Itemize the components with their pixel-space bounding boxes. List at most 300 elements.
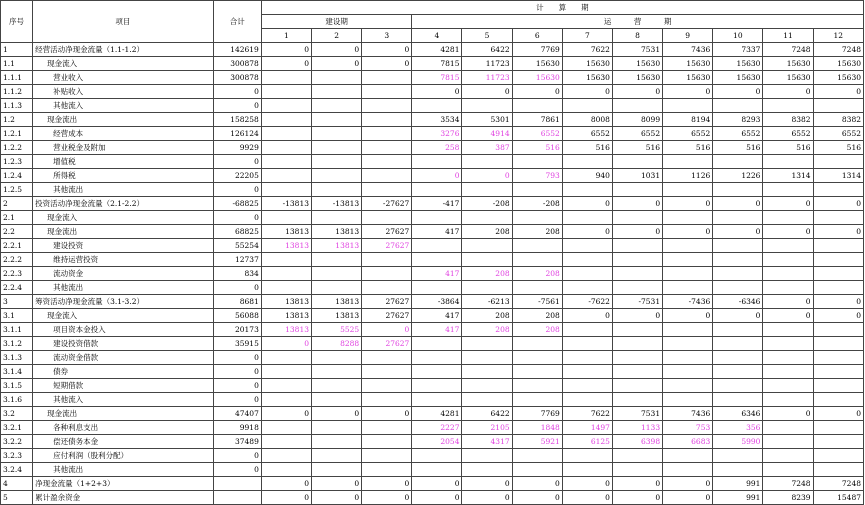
value-cell: 0	[663, 477, 713, 491]
table-row	[1, 113, 864, 127]
value-cell	[512, 393, 562, 407]
value-cell: 0	[813, 225, 863, 239]
value-cell	[261, 99, 311, 113]
value-cell: 15630	[562, 71, 612, 85]
row-total: 126124	[213, 127, 261, 141]
row-item: 维持运营投资	[33, 253, 214, 267]
value-cell: 7248	[813, 43, 863, 57]
value-cell: 0	[362, 407, 412, 421]
value-cell	[562, 239, 612, 253]
value-cell: 5921	[512, 435, 562, 449]
value-cell: 15487	[813, 491, 863, 505]
value-cell	[713, 99, 763, 113]
value-cell: 0	[813, 85, 863, 99]
value-cell	[713, 155, 763, 169]
value-cell	[261, 449, 311, 463]
value-cell: -208	[462, 197, 512, 211]
row-item: 其他流出	[33, 183, 214, 197]
row-code: 2.2.3	[1, 267, 33, 281]
value-cell: -7622	[562, 295, 612, 309]
row-item: 所得税	[33, 169, 214, 183]
row-code: 3.1.6	[1, 393, 33, 407]
value-cell: 0	[412, 169, 462, 183]
value-cell	[663, 379, 713, 393]
value-cell: 0	[462, 491, 512, 505]
value-cell	[612, 267, 662, 281]
value-cell: 516	[813, 141, 863, 155]
row-total: 68825	[213, 225, 261, 239]
value-cell	[612, 155, 662, 169]
value-cell	[462, 253, 512, 267]
value-cell: 516	[512, 141, 562, 155]
value-cell: -13813	[261, 197, 311, 211]
value-cell: 3276	[412, 127, 462, 141]
value-cell	[612, 253, 662, 267]
row-total: 0	[213, 85, 261, 99]
value-cell	[813, 435, 863, 449]
value-cell: 5301	[462, 113, 512, 127]
row-code: 2	[1, 197, 33, 211]
row-item: 其他流出	[33, 463, 214, 477]
value-cell	[512, 449, 562, 463]
value-cell	[462, 281, 512, 295]
value-cell	[261, 253, 311, 267]
value-cell: 0	[462, 85, 512, 99]
value-cell	[813, 239, 863, 253]
value-cell	[261, 211, 311, 225]
value-cell	[312, 253, 362, 267]
value-cell	[312, 267, 362, 281]
value-cell	[312, 351, 362, 365]
value-cell	[562, 449, 612, 463]
value-cell	[261, 281, 311, 295]
row-item: 现金流出	[33, 113, 214, 127]
value-cell: 417	[412, 323, 462, 337]
value-cell: 8293	[713, 113, 763, 127]
value-cell: 0	[362, 43, 412, 57]
value-cell	[663, 323, 713, 337]
row-item: 现金流入	[33, 57, 214, 71]
value-cell	[763, 351, 813, 365]
value-cell: -6213	[462, 295, 512, 309]
value-cell: 15630	[663, 71, 713, 85]
value-cell	[462, 99, 512, 113]
value-cell: 991	[713, 491, 763, 505]
row-total: 47407	[213, 407, 261, 421]
value-cell	[312, 141, 362, 155]
value-cell	[512, 351, 562, 365]
value-cell: 0	[312, 407, 362, 421]
table-row	[1, 323, 864, 337]
value-cell: 208	[512, 225, 562, 239]
value-cell: 8194	[663, 113, 713, 127]
table-row	[1, 253, 864, 267]
value-cell: 0	[663, 85, 713, 99]
value-cell: 13813	[312, 225, 362, 239]
row-item: 偿还债务本金	[33, 435, 214, 449]
value-cell	[412, 183, 462, 197]
value-cell: 8382	[763, 113, 813, 127]
row-total	[213, 491, 261, 505]
table-row	[1, 267, 864, 281]
value-cell	[713, 211, 763, 225]
value-cell: 0	[813, 309, 863, 323]
value-cell	[362, 281, 412, 295]
value-cell	[763, 323, 813, 337]
row-item: 现金流出	[33, 407, 214, 421]
value-cell	[663, 99, 713, 113]
value-cell	[562, 323, 612, 337]
table-row	[1, 309, 864, 323]
value-cell	[261, 379, 311, 393]
value-cell	[512, 253, 562, 267]
table-row	[1, 211, 864, 225]
value-cell	[362, 211, 412, 225]
value-cell	[713, 281, 763, 295]
value-cell	[713, 351, 763, 365]
row-total: 0	[213, 155, 261, 169]
value-cell	[412, 463, 462, 477]
header-seq: 序号	[1, 1, 33, 43]
table-row	[1, 393, 864, 407]
value-cell	[663, 267, 713, 281]
value-cell	[312, 113, 362, 127]
value-cell: 0	[763, 85, 813, 99]
row-code: 1.2.2	[1, 141, 33, 155]
value-cell: 0	[362, 491, 412, 505]
value-cell: 6552	[562, 127, 612, 141]
value-cell: 1226	[713, 169, 763, 183]
row-code: 1.2.3	[1, 155, 33, 169]
value-cell: 15630	[612, 71, 662, 85]
value-cell	[412, 379, 462, 393]
row-total: 158258	[213, 113, 261, 127]
value-cell	[412, 239, 462, 253]
value-cell: 0	[261, 57, 311, 71]
value-cell	[312, 85, 362, 99]
value-cell	[512, 155, 562, 169]
value-cell: 516	[713, 141, 763, 155]
value-cell: 15630	[713, 71, 763, 85]
value-cell: 258	[412, 141, 462, 155]
row-item: 营业税金及附加	[33, 141, 214, 155]
value-cell	[512, 337, 562, 351]
value-cell: 27627	[362, 309, 412, 323]
row-code: 2.2	[1, 225, 33, 239]
value-cell	[261, 113, 311, 127]
value-cell: 516	[562, 141, 612, 155]
value-cell: 15630	[713, 57, 763, 71]
value-cell	[412, 155, 462, 169]
value-cell	[362, 127, 412, 141]
value-cell	[261, 85, 311, 99]
value-cell: 516	[612, 141, 662, 155]
value-cell: 11723	[462, 57, 512, 71]
table-row	[1, 169, 864, 183]
value-cell: 0	[813, 407, 863, 421]
value-cell: 4317	[462, 435, 512, 449]
value-cell: 7622	[562, 407, 612, 421]
row-total: 0	[213, 183, 261, 197]
value-cell	[763, 155, 813, 169]
table-row	[1, 43, 864, 57]
table-row	[1, 421, 864, 435]
table-row	[1, 491, 864, 505]
table-row	[1, 155, 864, 169]
value-cell	[562, 211, 612, 225]
value-cell: 356	[713, 421, 763, 435]
row-item: 各种利息支出	[33, 421, 214, 435]
value-cell: 0	[412, 491, 462, 505]
value-cell: 15630	[763, 71, 813, 85]
value-cell: 13813	[261, 239, 311, 253]
value-cell	[362, 351, 412, 365]
header-total: 合计	[213, 1, 261, 43]
table-header	[1, 1, 864, 43]
value-cell: 7861	[512, 113, 562, 127]
value-cell: 6552	[512, 127, 562, 141]
value-cell	[512, 99, 562, 113]
value-cell	[462, 183, 512, 197]
value-cell	[713, 337, 763, 351]
table-row	[1, 239, 864, 253]
value-cell	[663, 155, 713, 169]
table-row	[1, 435, 864, 449]
value-cell: 0	[312, 491, 362, 505]
value-cell	[362, 435, 412, 449]
value-cell	[663, 281, 713, 295]
value-cell: 0	[763, 407, 813, 421]
header-construction: 建设期	[261, 15, 411, 29]
value-cell: -3864	[412, 295, 462, 309]
value-cell: 516	[763, 141, 813, 155]
value-cell	[813, 253, 863, 267]
value-cell	[312, 127, 362, 141]
row-code: 2.2.1	[1, 239, 33, 253]
value-cell	[362, 99, 412, 113]
row-total: 0	[213, 281, 261, 295]
value-cell	[312, 463, 362, 477]
value-cell: 0	[312, 477, 362, 491]
value-cell	[612, 337, 662, 351]
value-cell: 0	[763, 197, 813, 211]
value-cell	[412, 365, 462, 379]
value-cell	[713, 393, 763, 407]
table-row	[1, 141, 864, 155]
value-cell: 2054	[412, 435, 462, 449]
value-cell: 0	[562, 85, 612, 99]
value-cell	[512, 183, 562, 197]
value-cell: 8008	[562, 113, 612, 127]
value-cell	[562, 365, 612, 379]
value-cell	[813, 99, 863, 113]
table-row	[1, 379, 864, 393]
value-cell	[362, 421, 412, 435]
row-item: 流动资金	[33, 267, 214, 281]
value-cell	[312, 393, 362, 407]
value-cell: 0	[312, 43, 362, 57]
value-cell	[312, 169, 362, 183]
value-cell	[312, 379, 362, 393]
value-cell: 1497	[562, 421, 612, 435]
value-cell	[612, 393, 662, 407]
table-row	[1, 281, 864, 295]
row-total: 20173	[213, 323, 261, 337]
value-cell: 6552	[763, 127, 813, 141]
value-cell: -208	[512, 197, 562, 211]
value-cell	[612, 351, 662, 365]
value-cell	[612, 239, 662, 253]
row-item: 净现金流量（1+2+3）	[33, 477, 214, 491]
value-cell: 0	[813, 197, 863, 211]
value-cell: 15630	[663, 57, 713, 71]
value-cell	[312, 183, 362, 197]
value-cell: 0	[562, 225, 612, 239]
value-cell	[713, 379, 763, 393]
year-header-6: 6	[512, 29, 562, 43]
row-code: 1.1.1	[1, 71, 33, 85]
value-cell	[562, 351, 612, 365]
value-cell	[813, 463, 863, 477]
value-cell	[462, 155, 512, 169]
value-cell: 7248	[813, 477, 863, 491]
value-cell: 5990	[713, 435, 763, 449]
table-row	[1, 463, 864, 477]
row-total: 300878	[213, 57, 261, 71]
value-cell	[813, 281, 863, 295]
row-item: 筹资活动净现金流量（3.1-3.2）	[33, 295, 214, 309]
table-row	[1, 407, 864, 421]
value-cell: 208	[512, 323, 562, 337]
value-cell	[261, 435, 311, 449]
value-cell: 208	[462, 309, 512, 323]
row-total: 35915	[213, 337, 261, 351]
value-cell	[813, 337, 863, 351]
value-cell: 793	[512, 169, 562, 183]
value-cell: 0	[512, 477, 562, 491]
value-cell: 27627	[362, 239, 412, 253]
value-cell	[663, 211, 713, 225]
value-cell	[663, 239, 713, 253]
value-cell: 7337	[713, 43, 763, 57]
value-cell: 0	[412, 85, 462, 99]
value-cell	[763, 379, 813, 393]
value-cell: 15630	[813, 71, 863, 85]
value-cell	[462, 351, 512, 365]
value-cell	[763, 463, 813, 477]
year-header-3: 3	[362, 29, 412, 43]
value-cell: 6552	[713, 127, 763, 141]
value-cell: 0	[261, 407, 311, 421]
value-cell	[813, 449, 863, 463]
value-cell	[663, 183, 713, 197]
value-cell: 15630	[763, 57, 813, 71]
row-code: 3.1	[1, 309, 33, 323]
table-row	[1, 183, 864, 197]
row-item: 营业收入	[33, 71, 214, 85]
value-cell: 8382	[813, 113, 863, 127]
row-code: 1.1	[1, 57, 33, 71]
value-cell	[612, 365, 662, 379]
value-cell	[462, 393, 512, 407]
value-cell: 5525	[312, 323, 362, 337]
value-cell	[562, 281, 612, 295]
value-cell	[663, 253, 713, 267]
value-cell	[763, 239, 813, 253]
value-cell: 15630	[562, 57, 612, 71]
row-total: 0	[213, 211, 261, 225]
value-cell	[763, 99, 813, 113]
value-cell: 27627	[362, 225, 412, 239]
value-cell	[312, 435, 362, 449]
value-cell	[612, 463, 662, 477]
value-cell: 0	[663, 197, 713, 211]
row-code: 1.1.2	[1, 85, 33, 99]
value-cell	[261, 183, 311, 197]
value-cell	[813, 267, 863, 281]
value-cell	[562, 155, 612, 169]
year-header-9: 9	[663, 29, 713, 43]
value-cell	[763, 421, 813, 435]
row-code: 3.2.1	[1, 421, 33, 435]
row-item: 现金流出	[33, 225, 214, 239]
value-cell: 4281	[412, 43, 462, 57]
value-cell: 7769	[512, 407, 562, 421]
value-cell	[462, 365, 512, 379]
value-cell: -6346	[713, 295, 763, 309]
value-cell: -7436	[663, 295, 713, 309]
value-cell	[763, 253, 813, 267]
value-cell: 0	[763, 225, 813, 239]
value-cell	[612, 211, 662, 225]
value-cell: 0	[713, 197, 763, 211]
value-cell: 7769	[512, 43, 562, 57]
row-code: 3.1.1	[1, 323, 33, 337]
row-code: 2.2.4	[1, 281, 33, 295]
row-total	[213, 477, 261, 491]
value-cell: 516	[663, 141, 713, 155]
value-cell: 0	[612, 197, 662, 211]
row-code: 3.1.4	[1, 365, 33, 379]
row-total: 0	[213, 351, 261, 365]
value-cell	[261, 365, 311, 379]
value-cell: 0	[512, 85, 562, 99]
value-cell	[312, 99, 362, 113]
row-item: 现金流入	[33, 309, 214, 323]
value-cell: 0	[663, 225, 713, 239]
value-cell: 13813	[261, 309, 311, 323]
row-code: 1.2.5	[1, 183, 33, 197]
value-cell: 0	[512, 491, 562, 505]
value-cell	[763, 449, 813, 463]
value-cell	[362, 85, 412, 99]
table-row	[1, 449, 864, 463]
value-cell: 208	[512, 309, 562, 323]
value-cell: 2227	[412, 421, 462, 435]
value-cell: 7815	[412, 71, 462, 85]
value-cell: 6422	[462, 407, 512, 421]
value-cell	[562, 337, 612, 351]
row-item: 现金流入	[33, 211, 214, 225]
value-cell	[362, 169, 412, 183]
value-cell: 6398	[612, 435, 662, 449]
value-cell	[713, 239, 763, 253]
row-item: 流动资金借款	[33, 351, 214, 365]
value-cell: 940	[562, 169, 612, 183]
value-cell	[663, 365, 713, 379]
value-cell: 0	[612, 225, 662, 239]
table-row	[1, 85, 864, 99]
